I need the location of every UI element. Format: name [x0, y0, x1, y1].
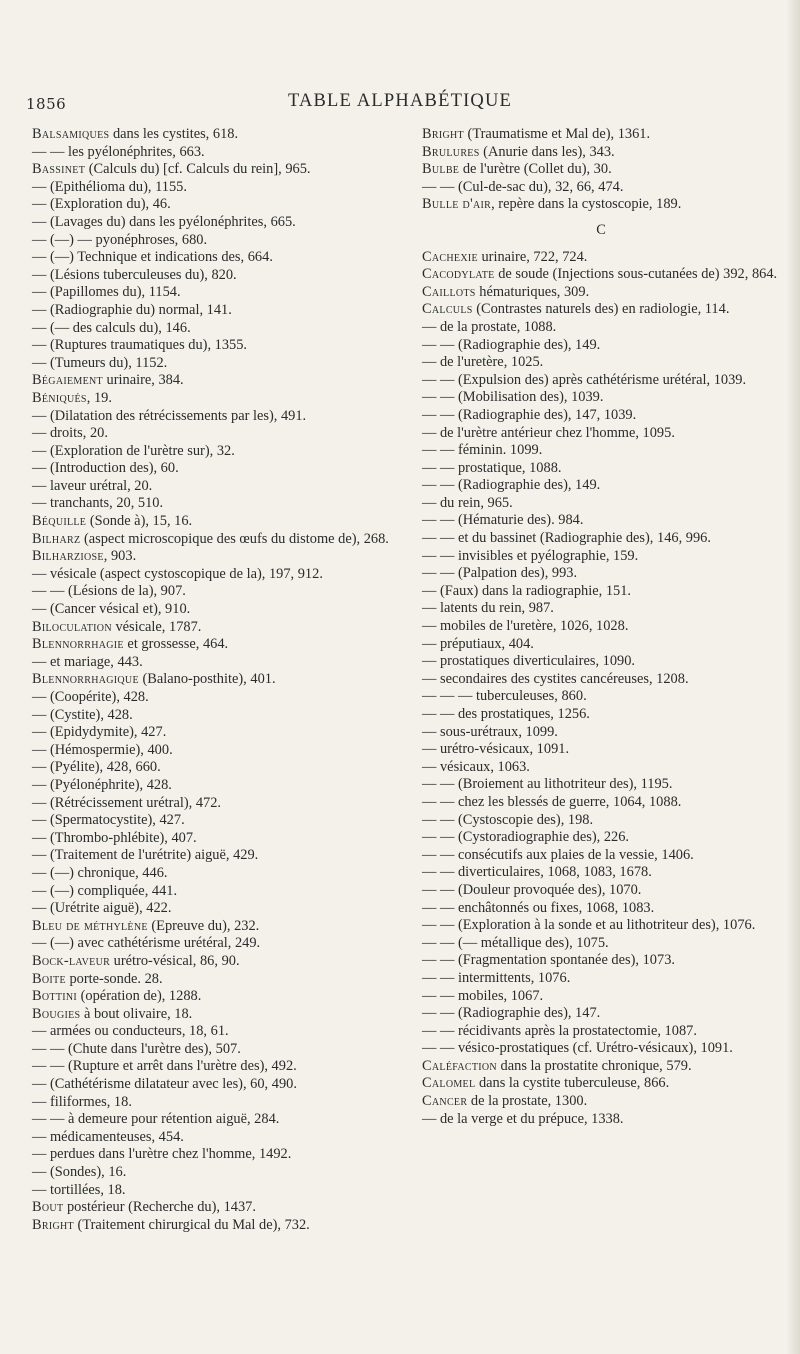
index-entry — [32, 654, 408, 672]
index-entry — [422, 460, 780, 478]
index-entry — [32, 724, 408, 742]
index-entry-text: — (Hémospermie), 400. — [32, 741, 173, 758]
index-keyword: Béquille — [32, 513, 87, 530]
index-keyword: Bulbe — [422, 161, 460, 178]
index-entry — [32, 249, 408, 267]
index-entry-text: — armées ou conducteurs, 18, 61. — [32, 1023, 229, 1040]
index-entry — [32, 759, 408, 777]
index-keyword: Calculs — [422, 301, 473, 318]
index-entry-text: — — enchâtonnés ou fixes, 1068, 1083. — [422, 899, 655, 916]
index-entry — [32, 443, 408, 461]
index-keyword: Blennorrhagie — [32, 636, 124, 653]
index-entry-text: — (Cystite), 428. — [32, 706, 133, 723]
index-entry-text: — de la prostate, 1088. — [422, 318, 557, 335]
index-entry-text: — (Epithélioma du), 1155. — [32, 178, 187, 195]
index-entry — [32, 513, 408, 531]
index-entry-text: — — (Radiographie des), 149. — [422, 336, 601, 353]
index-entry-text: — (Lavages du) dans les pyélonéphrites, 665. — [32, 213, 296, 230]
index-entry-text: — de la verge et du prépuce, 1338. — [422, 1110, 624, 1127]
index-entry-text: — mobiles de l'uretère, 1026, 1028. — [422, 618, 629, 635]
index-entry — [32, 1006, 408, 1024]
index-entry — [422, 688, 780, 706]
index-entry-text: — — (Radiographie des), 147. — [422, 1005, 601, 1022]
index-entry-text: — (—) avec cathétérisme urétéral, 249. — [32, 935, 261, 952]
index-entry-text: — (Thrombo-phlébite), 407. — [32, 829, 197, 846]
index-entry — [422, 776, 780, 794]
index-keyword: Bougies — [32, 1005, 81, 1022]
index-entry — [32, 1217, 408, 1235]
index-entry — [32, 865, 408, 883]
index-entry-text: (Traitement chirurgical du Mal de), 732. — [73, 1216, 310, 1233]
index-keyword: Caléfaction — [422, 1057, 497, 1074]
index-entry-text: , repère dans la cystoscopie, 189. — [491, 196, 682, 213]
index-entry-text: (Balano-posthite), 401. — [138, 671, 276, 688]
index-entry-text: — (Traitement de l'urétrite) aiguë, 429. — [32, 847, 259, 864]
index-entry-text: à bout olivaire, 18. — [80, 1005, 193, 1022]
index-entry-text: — — (Hématurie des). 984. — [422, 512, 584, 529]
index-entry — [422, 425, 780, 443]
index-entry — [422, 495, 780, 513]
index-entry — [422, 935, 780, 953]
index-entry-text: — — et du bassinet (Radiographie des), 146, 996. — [422, 530, 711, 547]
index-entry — [32, 619, 408, 637]
index-entry — [422, 266, 780, 284]
index-entry-text: — et mariage, 443. — [32, 653, 143, 670]
index-entry-text: — filiformes, 18. — [32, 1093, 132, 1110]
index-entry — [32, 601, 408, 619]
index-entry-text: (Anurie dans les), 343. — [479, 143, 615, 160]
index-entry-text: de l'urètre (Collet du), 30. — [459, 161, 612, 178]
index-entry — [32, 1182, 408, 1200]
index-keyword: Bottini — [32, 988, 78, 1005]
index-entry-text: — (—) chronique, 446. — [32, 864, 168, 881]
index-entry-text: urinaire, 384. — [102, 372, 184, 389]
index-entry-text: — urétro-vésicaux, 1091. — [422, 741, 570, 758]
index-entry — [422, 653, 780, 671]
index-entry — [422, 759, 780, 777]
index-entry-text: dans la cystite tuberculeuse, 866. — [475, 1075, 670, 1092]
index-entry — [422, 126, 780, 144]
index-entry — [422, 389, 780, 407]
index-entry-text: et grossesse, 464. — [123, 636, 229, 653]
index-entry-text: postérieur (Recherche du), 1437. — [63, 1199, 256, 1216]
index-entry-text: — (Radiographie du) normal, 141. — [32, 301, 232, 318]
index-entry-text: — — prostatique, 1088. — [422, 459, 562, 476]
index-entry — [32, 1199, 408, 1217]
index-entry-text: — prostatiques diverticulaires, 1090. — [422, 653, 636, 670]
index-entry — [422, 1005, 780, 1023]
index-entry-text: — — (— métallique des), 1075. — [422, 934, 609, 951]
index-entry — [422, 1111, 780, 1129]
index-entry-text: — (—) — pyonéphroses, 680. — [32, 231, 208, 248]
index-entry — [422, 161, 780, 179]
index-entry-text: — — (Mobilisation des), 1039. — [422, 389, 604, 406]
index-entry — [422, 724, 780, 742]
index-entry — [32, 953, 408, 971]
index-entry-text: — droits, 20. — [32, 425, 108, 442]
index-column-right — [422, 126, 780, 1128]
index-keyword: Bilharziose — [32, 548, 104, 565]
index-entry — [422, 812, 780, 830]
index-entry — [422, 319, 780, 337]
index-entry-text: — (Rétrécissement urétral), 472. — [32, 794, 222, 811]
index-entry-text: — de l'uretère, 1025. — [422, 354, 544, 371]
index-entry — [32, 1111, 408, 1129]
index-entry — [32, 777, 408, 795]
index-entry-text: — (Coopérite), 428. — [32, 689, 149, 705]
index-entry — [422, 548, 780, 566]
index-entry-text: (Sonde à), 15, 16. — [86, 513, 193, 530]
index-entry-text: — tortillées, 18. — [32, 1181, 126, 1198]
index-entry — [32, 918, 408, 936]
index-entry-text: — — récidivants après la prostatectomie, 1087. — [422, 1022, 697, 1039]
index-entry — [422, 301, 780, 319]
index-entry-text: (Calculs du) [cf. Calculs du rein], 965. — [85, 161, 311, 178]
section-letter: C — [596, 221, 606, 238]
index-entry-text: — — (Radiographie des), 149. — [422, 477, 601, 494]
index-entry — [32, 1023, 408, 1041]
index-keyword: Bright — [422, 126, 464, 142]
index-entry-text: — vésicale (aspect cystoscopique de la), 197, 912. — [32, 565, 323, 582]
index-entry — [422, 530, 780, 548]
index-keyword: Bégaiement — [32, 372, 103, 389]
index-entry — [422, 337, 780, 355]
index-entry — [422, 249, 780, 267]
index-keyword: Bock-laveur — [32, 952, 111, 969]
index-entry — [32, 671, 408, 689]
index-entry — [32, 795, 408, 813]
index-entry-text: — secondaires des cystites cancéreuses, 1208. — [422, 670, 689, 687]
index-entry-text: (Contrastes naturels des) en radiologie, 114. — [472, 301, 730, 318]
index-entry — [32, 1058, 408, 1076]
index-entry-text: porte-sonde. 28. — [65, 970, 163, 987]
index-entry-text: — — invisibles et pyélographie, 159. — [422, 547, 639, 564]
index-keyword: Balsamiques — [32, 126, 110, 142]
index-keyword: Bout — [32, 1199, 64, 1216]
index-entry — [32, 1041, 408, 1059]
index-keyword: Biloculation — [32, 618, 112, 635]
index-keyword: Cancer — [422, 1093, 468, 1110]
index-entry — [32, 408, 408, 426]
index-keyword: Béniqués — [32, 389, 87, 406]
index-keyword: Bleu de méthylène — [32, 917, 148, 934]
index-entry-text: de la prostate, 1300. — [467, 1093, 588, 1110]
index-entry-text: — — les pyélonéphrites, 663. — [32, 143, 205, 160]
index-entry — [32, 144, 408, 162]
index-entry — [32, 337, 408, 355]
index-entry — [422, 970, 780, 988]
index-entry-text: — latents du rein, 987. — [422, 600, 554, 617]
index-entry-text: , 19. — [86, 389, 112, 406]
index-entry-text: — (—) Technique et indications des, 664. — [32, 249, 273, 266]
index-entry-text: — (Introduction des), 60. — [32, 460, 179, 477]
index-entry — [422, 179, 780, 197]
index-entry — [32, 179, 408, 197]
index-entry-text: — laveur urétral, 20. — [32, 477, 153, 494]
index-entry — [422, 565, 780, 583]
index-entry — [32, 847, 408, 865]
index-entry-text: — (Spermatocystite), 427. — [32, 812, 185, 829]
index-entry — [32, 971, 408, 989]
index-entry — [422, 477, 780, 495]
index-entry — [32, 583, 408, 601]
index-entry — [422, 882, 780, 900]
index-entry-text: — (Exploration du), 46. — [32, 196, 171, 213]
index-entry — [32, 196, 408, 214]
index-entry — [32, 548, 408, 566]
index-entry — [32, 900, 408, 918]
index-entry — [422, 706, 780, 724]
index-entry-text: — (Sondes), 16. — [32, 1164, 127, 1181]
index-entry-text: — — (Fragmentation spontanée des), 1073. — [422, 952, 675, 969]
index-entry — [422, 671, 780, 689]
index-entry — [422, 372, 780, 390]
index-entry — [32, 883, 408, 901]
index-entry-text: — — mobiles, 1067. — [422, 987, 544, 1004]
index-entry — [422, 900, 780, 918]
index-entry-text: , 903. — [103, 548, 137, 565]
index-entry-text: — (Epidydymite), 427. — [32, 724, 167, 741]
index-keyword: Bilharz — [32, 530, 81, 547]
index-entry-text: — — vésico-prostatiques (cf. Urétro-vésicaux), 1091. — [422, 1040, 733, 1057]
index-entry — [422, 741, 780, 759]
index-entry — [32, 636, 408, 654]
index-entry — [422, 847, 780, 865]
index-entry — [32, 1094, 408, 1112]
index-entry — [422, 144, 780, 162]
index-entry-text: — — (Rupture et arrêt dans l'urètre des), 492. — [32, 1058, 297, 1075]
index-keyword: Cachexie — [422, 248, 478, 265]
index-entry — [32, 742, 408, 760]
index-entry — [422, 407, 780, 425]
index-entry — [422, 512, 780, 530]
index-entry-text: — — (Radiographie des), 147, 1039. — [422, 406, 637, 423]
index-entry — [32, 1076, 408, 1094]
index-entry — [32, 284, 408, 302]
index-entry — [422, 988, 780, 1006]
index-entry — [422, 284, 780, 302]
index-entry-text: — de l'urètre antérieur chez l'homme, 1095. — [422, 424, 675, 441]
index-entry-text: — — (Cystoradiographie des), 226. — [422, 829, 630, 846]
index-entry — [422, 618, 780, 636]
index-entry — [32, 320, 408, 338]
index-entry-text: (Epreuve du), 232. — [147, 917, 260, 934]
index-entry — [32, 478, 408, 496]
index-entry-text: — préputiaux, 404. — [422, 635, 534, 652]
index-entry-text: — (Faux) dans la radiographie, 151. — [422, 582, 632, 599]
index-entry — [422, 917, 780, 935]
index-entry — [422, 442, 780, 460]
index-entry — [32, 830, 408, 848]
index-entry-text: — perdues dans l'urètre chez l'homme, 1492. — [32, 1146, 292, 1163]
index-entry — [32, 372, 408, 390]
index-entry-text: — (Exploration de l'urètre sur), 32. — [32, 442, 235, 459]
index-entry — [32, 460, 408, 478]
index-entry-text: — (Ruptures traumatiques du), 1355. — [32, 337, 248, 354]
index-entry — [422, 829, 780, 847]
index-entry-text: — (Pyélite), 428, 660. — [32, 759, 161, 776]
index-entry-text: — — féminin. 1099. — [422, 442, 543, 459]
index-entry-text: de soude (Injections sous-cutanées de) 392, 864. — [494, 266, 778, 283]
index-entry — [32, 232, 408, 250]
index-entry-text: dans la prostatite chronique, 579. — [496, 1057, 692, 1074]
index-entry-text: — médicamenteuses, 454. — [32, 1128, 184, 1145]
index-entry — [32, 935, 408, 953]
index-column-left — [32, 126, 408, 1234]
index-entry — [32, 1164, 408, 1182]
index-entry-text: — (Cancer vésical et), 910. — [32, 601, 191, 618]
index-entry-text: (Traumatisme et Mal de), 1361. — [463, 126, 651, 142]
index-entry-text: — — (Douleur provoquée des), 1070. — [422, 881, 642, 898]
index-entry-text: (aspect microscopique des œufs du distome de), 268. — [80, 530, 389, 547]
index-entry — [422, 600, 780, 618]
index-entry-text: — (Pyélonéphrite), 428. — [32, 776, 172, 793]
index-entry-text: — (Urétrite aiguë), 422. — [32, 900, 172, 917]
index-entry — [32, 161, 408, 179]
index-entry-text: — — consécutifs aux plaies de la vessie, 1406. — [422, 846, 694, 863]
index-entry — [32, 495, 408, 513]
index-entry — [32, 988, 408, 1006]
index-entry — [422, 1093, 780, 1111]
index-entry-text: — — (Cul-de-sac du), 32, 66, 474. — [422, 178, 624, 195]
index-entry-text: — (Tumeurs du), 1152. — [32, 354, 168, 371]
index-entry-text: — — (Lésions de la), 907. — [32, 583, 186, 600]
index-entry-text: — — des prostatiques, 1256. — [422, 706, 590, 722]
index-entry-text: (opération de), 1288. — [77, 988, 202, 1005]
index-entry — [32, 531, 408, 549]
index-entry — [32, 302, 408, 320]
index-keyword: Boite — [32, 970, 66, 987]
index-keyword: Bulle d'air — [422, 196, 492, 213]
index-entry-text: — du rein, 965. — [422, 494, 513, 511]
index-entry — [32, 267, 408, 285]
index-entry — [422, 1075, 780, 1093]
index-entry — [422, 196, 780, 214]
index-entry-text: — — diverticulaires, 1068, 1083, 1678. — [422, 864, 652, 881]
index-entry — [422, 864, 780, 882]
index-entry — [32, 214, 408, 232]
index-entry — [32, 355, 408, 373]
index-entry-text: — — (Palpation des), 993. — [422, 565, 578, 582]
index-entry-text: — — (Chute dans l'urètre des), 507. — [32, 1040, 241, 1057]
index-entry-text: — (—) compliquée, 441. — [32, 882, 178, 899]
index-entry — [422, 583, 780, 601]
index-entry-text: — — (Broiement au lithotriteur des), 1195. — [422, 776, 673, 793]
index-entry — [422, 952, 780, 970]
index-entry-text: — — — tuberculeuses, 860. — [422, 688, 587, 705]
page-title: TABLE ALPHABÉTIQUE — [287, 91, 513, 111]
index-entry-text: — vésicaux, 1063. — [422, 758, 530, 775]
index-entry — [422, 794, 780, 812]
index-entry — [32, 689, 408, 707]
index-keyword: Calomel — [422, 1075, 476, 1092]
index-entry-text: urétro-vésical, 86, 90. — [110, 952, 240, 969]
index-entry-text: — (Papillomes du), 1154. — [32, 284, 181, 301]
index-entry — [32, 707, 408, 725]
index-entry-text: — — intermittents, 1076. — [422, 969, 571, 986]
index-entry-text: — — à demeure pour rétention aiguë, 284. — [32, 1111, 280, 1128]
index-keyword: Bassinet — [32, 161, 86, 178]
index-keyword: Cacodylate — [422, 266, 495, 283]
index-entry-text: — — (Expulsion des) après cathétérisme urétéral, 1039. — [422, 371, 747, 388]
index-entry — [32, 390, 408, 408]
index-entry-text: — (Dilatation des rétrécissements par les), 491. — [32, 407, 307, 424]
index-entry — [422, 1023, 780, 1041]
index-entry — [422, 1040, 780, 1058]
index-entry-text: — — (Exploration à la sonde et au lithotriteur des), 1076. — [422, 917, 756, 934]
index-entry-text: dans les cystites, 618. — [109, 126, 239, 142]
page-number: 1856 — [26, 95, 67, 113]
index-keyword: Caillots — [422, 283, 476, 300]
index-entry-text: — sous-urétraux, 1099. — [422, 723, 558, 740]
index-entry-text: vésicale, 1787. — [111, 618, 202, 635]
index-entry — [422, 354, 780, 372]
index-keyword: Bright — [32, 1216, 74, 1233]
index-keyword: Brulures — [422, 143, 480, 160]
index-entry — [32, 1129, 408, 1147]
index-entry-text: — (Cathétérisme dilatateur avec les), 60, 490. — [32, 1076, 297, 1093]
index-entry — [32, 812, 408, 830]
index-entry — [32, 425, 408, 443]
page-edge-shadow — [786, 0, 800, 1354]
index-entry-text: — tranchants, 20, 510. — [32, 495, 164, 512]
index-entry — [32, 126, 408, 144]
index-entry-text: urinaire, 722, 724. — [477, 248, 588, 265]
index-entry — [422, 1058, 780, 1076]
index-entry — [32, 566, 408, 584]
index-entry — [422, 636, 780, 654]
index-entry-text: — — (Cystoscopie des), 198. — [422, 811, 594, 828]
index-entry-text: hématuriques, 309. — [475, 283, 590, 300]
index-entry-text: — (— des calculs du), 146. — [32, 319, 191, 336]
index-entry-text: — (Lésions tuberculeuses du), 820. — [32, 266, 237, 283]
index-entry — [32, 1146, 408, 1164]
index-entry-text: — — chez les blessés de guerre, 1064, 1088. — [422, 793, 682, 810]
index-keyword: Blennorrhagique — [32, 671, 139, 688]
